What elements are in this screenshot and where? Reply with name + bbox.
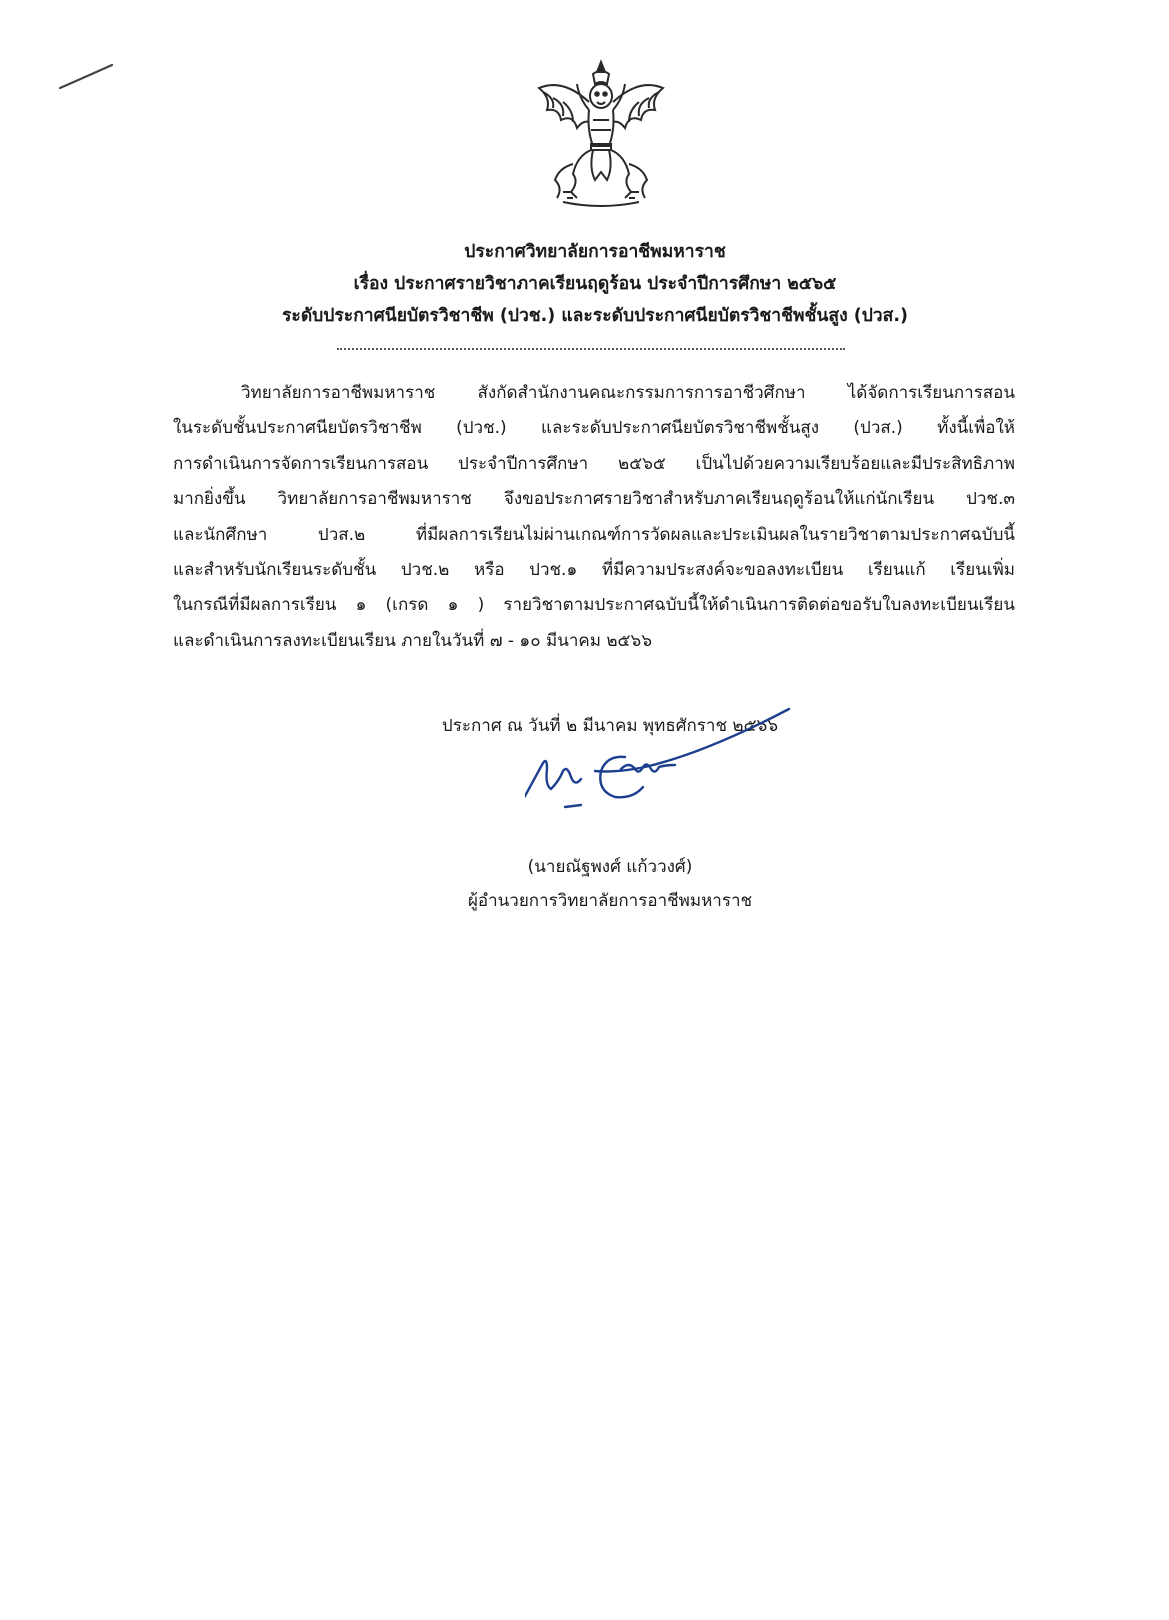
announcement-date: ประกาศ ณ วันที่ ๒ มีนาคม พุทธศักราช ๒๕๖๖ (441, 716, 779, 736)
signer-name: (นายณัฐพงศ์ แก้ววงศ์) (527, 857, 693, 877)
handwritten-signature (525, 705, 825, 835)
body-line-3: การดำเนินการจัดการเรียนการสอน ประจำปีการศึกษา ๒๕๖๕ เป็นไปด้วยความเรียบร้อยและมีประสิทธิภาพ (173, 453, 1015, 474)
body-line-7: ในกรณีที่มีผลการเรียน ๑ (เกรด ๑ ) รายวิชาตามประกาศฉบับนี้ให้ดำเนินการติดต่อขอรับใบลงทะเบียนเรียน (173, 595, 1015, 616)
body-line-5: และนักศึกษา ปวส.๒ ที่มีผลการเรียนไม่ผ่านเกณฑ์การวัดผลและประเมินผลในรายวิชาตามประกาศฉบับนี้ (173, 524, 1015, 545)
heading-level: ระดับประกาศนียบัตรวิชาชีพ (ปวช.) และระดับประกาศนียบัตรวิชาชีพชั้นสูง (ปวส.) (282, 306, 908, 326)
signer-position: ผู้อำนวยการวิทยาลัยการอาชีพมหาราช (467, 891, 753, 911)
announcement-heading (180, 236, 1010, 332)
body-line-6: และสำหรับนักเรียนระดับชั้น ปวช.๒ หรือ ปวช.๑ ที่มีความประสงค์จะขอลงทะเบียน เรียนแก้ เรียนเพิ่ม (173, 560, 1015, 581)
dotted-divider (337, 348, 845, 350)
body-line-8: และดำเนินการลงทะเบียนเรียน ภายในวันที่ ๗ - ๑๐ มีนาคม ๒๕๖๖ (173, 630, 652, 651)
pen-stroke-mark (58, 62, 114, 90)
garuda-emblem-icon (533, 58, 669, 210)
signer-block (380, 850, 840, 918)
announcement-body (173, 376, 1015, 659)
heading-subject: เรื่อง ประกาศรายวิชาภาคเรียนฤดูร้อน ประจำปีการศึกษา ๒๕๖๕ (353, 274, 837, 294)
body-line-2: ในระดับชั้นประกาศนียบัตรวิชาชีพ (ปวช.) และระดับประกาศนียบัตรวิชาชีพชั้นสูง (ปวส.) ทั้งนี้เพื่อให้ (173, 418, 1015, 439)
body-line-4: มากยิ่งขึ้น วิทยาลัยการอาชีพมหาราช จึงขอประกาศรายวิชาสำหรับภาคเรียนฤดูร้อนให้แก่นักเรียน ปวช.๓ (173, 489, 1015, 510)
body-line-1: วิทยาลัยการอาชีพมหาราช สังกัดสำนักงานคณะกรรมการการอาชีวศึกษา ได้จัดการเรียนการสอน (241, 383, 1015, 403)
heading-org-title: ประกาศวิทยาลัยการอาชีพมหาราช (464, 242, 726, 262)
